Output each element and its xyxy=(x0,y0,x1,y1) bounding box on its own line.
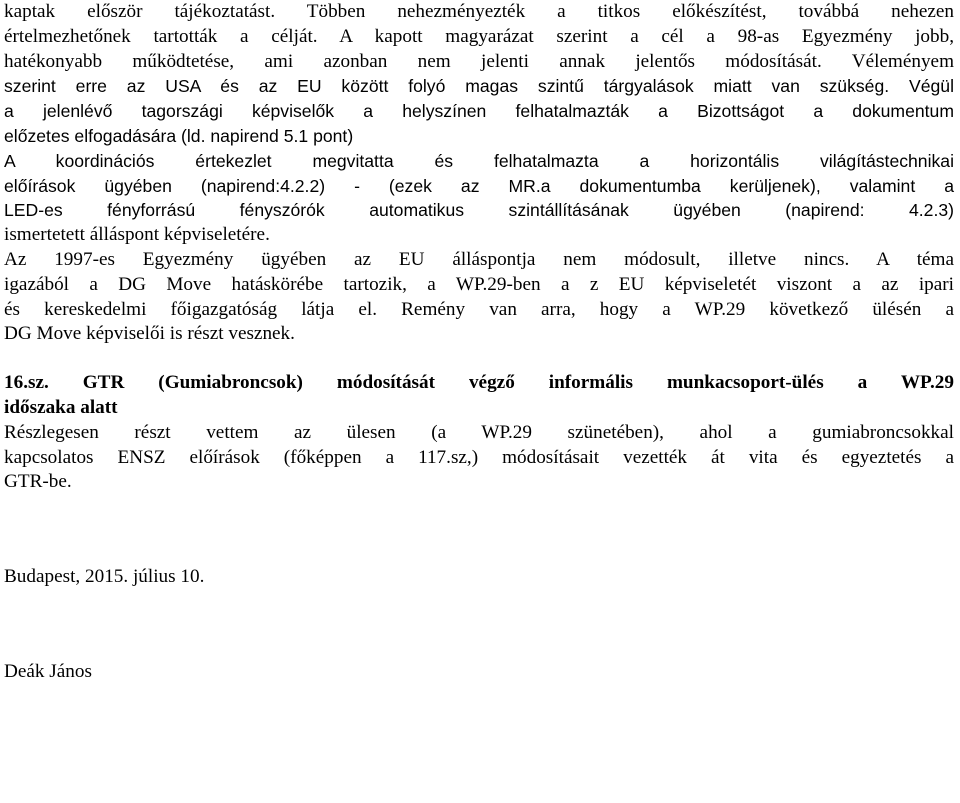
text-line: és kereskedelmi főigazgatóság látja el. Remény van arra, hogy a WP.29 következő ülésén a xyxy=(4,298,954,320)
document-date: Budapest, 2015. július 10. xyxy=(4,566,205,588)
text-line: kapcsolatos ENSZ előírások (főképpen a 117.sz,) módosításait vezették át vita és egyeztetés a xyxy=(4,446,954,468)
text-line: értelmezhetőnek tartották a célját. A kapott magyarázat szerint a cél a 98-as Egyezmény jobb, xyxy=(4,25,954,47)
section-heading xyxy=(4,371,954,421)
heading-line: 16.sz. GTR (Gumiabroncsok) módosítását végző informális munkacsoport-ülés a WP.29 xyxy=(4,372,954,394)
text-line: LED-es fényforrású fényszórók automatikus szintállításának ügyében (napirend: 4.2.3) xyxy=(4,200,954,221)
text-line: igazából a DG Move hatáskörébe tartozik, a WP.29-ben a z EU képviseletét viszont a az ipari xyxy=(4,273,954,295)
heading-line: időszaka alatt xyxy=(4,396,118,418)
signature-block xyxy=(4,660,954,685)
document-page xyxy=(4,0,954,685)
text-line: GTR-be. xyxy=(4,471,72,493)
date-line xyxy=(4,565,954,590)
text-line: DG Move képviselői is részt vesznek. xyxy=(4,323,295,345)
spacer xyxy=(4,590,954,660)
intro-paragraph xyxy=(4,0,954,149)
text-line: a jelenlévő tagországi képviselők a helyszínen felhatalmazták a Bizottságot a dokumentum xyxy=(4,101,954,122)
spacer xyxy=(4,347,954,371)
text-line: Az 1997-es Egyezmény ügyében az EU álláspontja nem módosult, illetve nincs. A téma xyxy=(4,248,954,270)
signature-name: Deák János xyxy=(4,660,92,682)
text-line: ismertetett álláspont képviseletére. xyxy=(4,224,270,246)
text-line: előzetes elfogadására (ld. napirend 5.1 pont) xyxy=(4,125,354,146)
text-line: kaptak először tájékoztatást. Többen nehezményezték a titkos előkészítést, továbbá nehezen xyxy=(4,1,954,22)
text-line: Részlegesen részt vettem az ülesen (a WP.29 szünetében), ahol a gumiabroncsokkal xyxy=(4,421,954,443)
text-line: előírások ügyében (napirend:4.2.2) - (ezek az MR.a dokumentumba kerüljenek), valamint a xyxy=(4,175,954,196)
koordinacio-paragraph xyxy=(4,149,954,248)
text-line: szerint erre az USA és az EU között folyó magas szintű tárgyalások miatt van szükség. Végül xyxy=(4,76,954,97)
spacer xyxy=(4,495,954,565)
text-line: hatékonyabb működtetése, ami azonban nem jelenti annak jelentős módosítását. Véleményem xyxy=(4,50,954,72)
text-line: A koordinációs értekezlet megvitatta és felhatalmazta a horizontális világítástechnikai xyxy=(4,150,954,171)
section-body-paragraph xyxy=(4,421,954,495)
egyezmeny-paragraph xyxy=(4,248,954,347)
